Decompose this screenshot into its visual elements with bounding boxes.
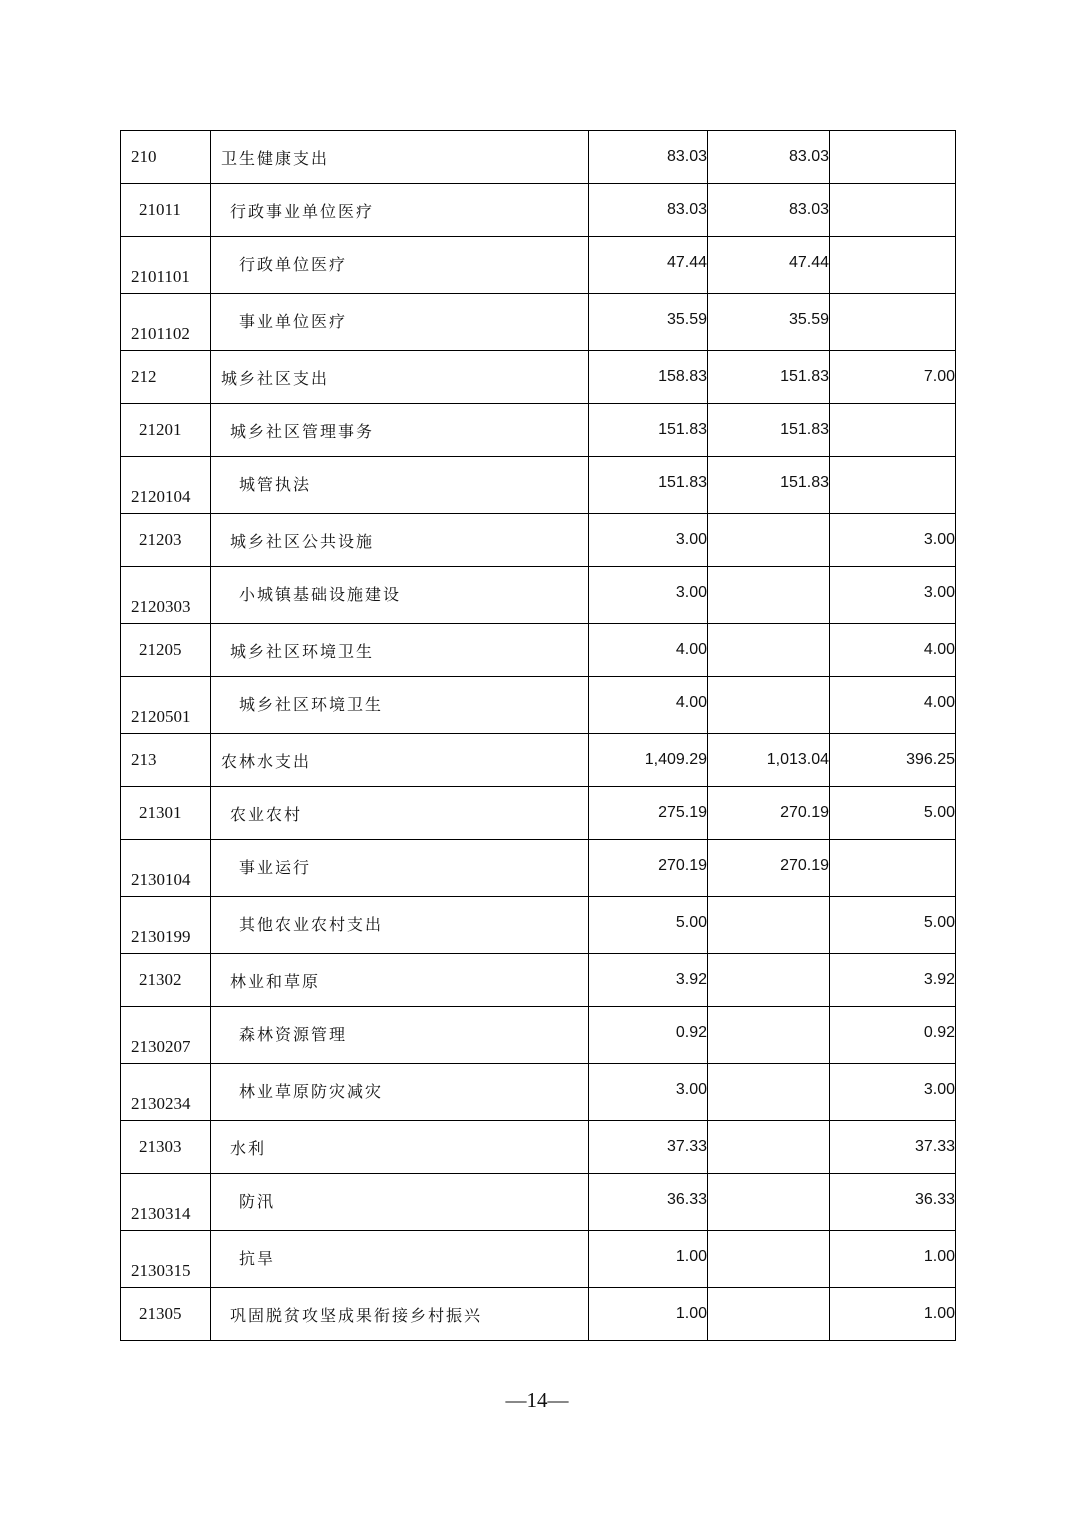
code-cell	[121, 294, 211, 351]
total-amount-text: 4.00	[675, 694, 707, 711]
code-cell	[121, 184, 211, 237]
basic-expenditure-cell	[708, 954, 830, 1007]
name-text: 城乡社区环境卫生	[230, 641, 375, 661]
table-row	[121, 567, 956, 624]
table-row	[121, 457, 956, 514]
project-expenditure-text: 4.00	[923, 641, 955, 658]
project-expenditure-text: 36.33	[914, 1191, 955, 1208]
basic-expenditure-cell	[708, 1007, 830, 1064]
total-amount-text: 275.19	[658, 804, 707, 821]
code-text: 21011	[139, 200, 181, 219]
name-text: 事业单位医疗	[239, 311, 348, 331]
project-expenditure-cell	[830, 351, 956, 404]
total-amount-text: 35.59	[666, 311, 707, 328]
total-amount-text: 3.92	[675, 971, 707, 988]
name-text: 小城镇基础设施建设	[239, 584, 402, 604]
table-row	[121, 1064, 956, 1121]
total-amount-text: 83.03	[666, 201, 707, 218]
project-expenditure-text: 3.00	[923, 531, 955, 548]
code-cell	[121, 1231, 211, 1288]
name-cell	[211, 514, 589, 567]
project-expenditure-cell	[830, 787, 956, 840]
total-amount-cell	[589, 404, 708, 457]
table-row	[121, 237, 956, 294]
name-text: 行政事业单位医疗	[230, 201, 375, 221]
name-cell	[211, 1121, 589, 1174]
total-amount-cell	[589, 457, 708, 514]
name-cell	[211, 897, 589, 954]
basic-expenditure-text: 151.83	[780, 421, 829, 438]
project-expenditure-text: 4.00	[923, 694, 955, 711]
basic-expenditure-cell	[708, 897, 830, 954]
project-expenditure-cell	[830, 567, 956, 624]
name-cell	[211, 677, 589, 734]
project-expenditure-cell	[830, 1174, 956, 1231]
total-amount-cell	[589, 897, 708, 954]
name-text: 农业农村	[230, 804, 303, 824]
project-expenditure-cell	[830, 840, 956, 897]
code-text: 21305	[139, 1304, 182, 1323]
name-cell	[211, 1007, 589, 1064]
budget-table	[120, 130, 956, 1341]
total-amount-cell	[589, 1174, 708, 1231]
project-expenditure-cell	[830, 1121, 956, 1174]
project-expenditure-text: 5.00	[923, 804, 955, 821]
name-text: 城乡社区环境卫生	[239, 694, 384, 714]
project-expenditure-text: 396.25	[906, 751, 955, 768]
code-cell	[121, 787, 211, 840]
name-cell	[211, 1064, 589, 1121]
code-cell	[121, 1174, 211, 1231]
basic-expenditure-cell	[708, 351, 830, 404]
name-text: 林业和草原	[230, 971, 321, 991]
name-text: 卫生健康支出	[221, 148, 330, 168]
basic-expenditure-cell	[708, 624, 830, 677]
project-expenditure-text: 3.00	[923, 584, 955, 601]
name-cell	[211, 840, 589, 897]
basic-expenditure-cell	[708, 131, 830, 184]
total-amount-cell	[589, 1231, 708, 1288]
table-row	[121, 787, 956, 840]
basic-expenditure-cell	[708, 787, 830, 840]
project-expenditure-cell	[830, 734, 956, 787]
total-amount-cell	[589, 237, 708, 294]
table-row	[121, 840, 956, 897]
code-cell	[121, 677, 211, 734]
table-row	[121, 954, 956, 1007]
code-cell	[121, 514, 211, 567]
project-expenditure-cell	[830, 1064, 956, 1121]
total-amount-text: 0.92	[675, 1024, 707, 1041]
name-text: 林业草原防灾减灾	[239, 1081, 384, 1101]
code-cell	[121, 1121, 211, 1174]
basic-expenditure-text: 47.44	[788, 254, 829, 271]
code-text: 21301	[139, 803, 182, 822]
code-text: 2101102	[131, 324, 190, 343]
basic-expenditure-text: 151.83	[780, 474, 829, 491]
basic-expenditure-text: 151.83	[780, 368, 829, 385]
table-row	[121, 1231, 956, 1288]
project-expenditure-cell	[830, 404, 956, 457]
code-text: 210	[131, 147, 157, 166]
total-amount-text: 83.03	[666, 148, 707, 165]
basic-expenditure-text: 270.19	[780, 804, 829, 821]
code-cell	[121, 1288, 211, 1341]
code-text: 2130207	[131, 1037, 191, 1056]
total-amount-cell	[589, 1288, 708, 1341]
project-expenditure-cell	[830, 1231, 956, 1288]
code-text: 2130199	[131, 927, 191, 946]
basic-expenditure-cell	[708, 1174, 830, 1231]
basic-expenditure-cell	[708, 1231, 830, 1288]
total-amount-text: 1,409.29	[644, 751, 707, 768]
code-cell	[121, 1007, 211, 1064]
name-text: 城乡社区管理事务	[230, 421, 375, 441]
code-cell	[121, 840, 211, 897]
total-amount-text: 3.00	[675, 531, 707, 548]
total-amount-cell	[589, 351, 708, 404]
project-expenditure-cell	[830, 954, 956, 1007]
total-amount-cell	[589, 294, 708, 351]
name-text: 森林资源管理	[239, 1024, 348, 1044]
basic-expenditure-cell	[708, 184, 830, 237]
code-text: 21302	[139, 970, 182, 989]
total-amount-cell	[589, 1007, 708, 1064]
basic-expenditure-cell	[708, 237, 830, 294]
table-row	[121, 351, 956, 404]
table-row	[121, 1007, 956, 1064]
total-amount-text: 151.83	[658, 421, 707, 438]
name-text: 行政单位医疗	[239, 254, 348, 274]
code-cell	[121, 351, 211, 404]
total-amount-cell	[589, 840, 708, 897]
total-amount-cell	[589, 131, 708, 184]
table-row	[121, 294, 956, 351]
basic-expenditure-text: 83.03	[788, 201, 829, 218]
basic-expenditure-text: 83.03	[788, 148, 829, 165]
total-amount-cell	[589, 514, 708, 567]
project-expenditure-cell	[830, 677, 956, 734]
code-text: 212	[131, 367, 157, 386]
code-cell	[121, 954, 211, 1007]
name-text: 事业运行	[239, 857, 312, 877]
project-expenditure-cell	[830, 237, 956, 294]
page-number: —14—	[505, 1388, 569, 1412]
code-cell	[121, 897, 211, 954]
code-cell	[121, 404, 211, 457]
total-amount-cell	[589, 1064, 708, 1121]
table-row	[121, 184, 956, 237]
code-text: 2130104	[131, 870, 191, 889]
code-text: 2120501	[131, 707, 191, 726]
basic-expenditure-cell	[708, 567, 830, 624]
table-row	[121, 131, 956, 184]
total-amount-text: 158.83	[658, 368, 707, 385]
table-row	[121, 897, 956, 954]
basic-expenditure-cell	[708, 840, 830, 897]
name-cell	[211, 184, 589, 237]
total-amount-text: 3.00	[675, 584, 707, 601]
code-cell	[121, 1064, 211, 1121]
code-text: 213	[131, 750, 157, 769]
basic-expenditure-text: 35.59	[788, 311, 829, 328]
code-text: 2101101	[131, 267, 190, 286]
project-expenditure-cell	[830, 131, 956, 184]
table-body	[121, 131, 956, 1341]
basic-expenditure-cell	[708, 734, 830, 787]
code-cell	[121, 567, 211, 624]
total-amount-cell	[589, 1121, 708, 1174]
basic-expenditure-cell	[708, 1121, 830, 1174]
code-text: 21205	[139, 640, 182, 659]
total-amount-text: 36.33	[666, 1191, 707, 1208]
code-cell	[121, 734, 211, 787]
total-amount-cell	[589, 787, 708, 840]
code-cell	[121, 457, 211, 514]
basic-expenditure-cell	[708, 294, 830, 351]
name-cell	[211, 457, 589, 514]
project-expenditure-cell	[830, 514, 956, 567]
code-text: 21203	[139, 530, 182, 549]
total-amount-cell	[589, 734, 708, 787]
total-amount-text: 270.19	[658, 857, 707, 874]
project-expenditure-text: 7.00	[923, 368, 955, 385]
basic-expenditure-cell	[708, 1064, 830, 1121]
total-amount-text: 1.00	[675, 1248, 707, 1265]
name-cell	[211, 624, 589, 677]
name-text: 抗旱	[239, 1248, 276, 1268]
code-text: 2130234	[131, 1094, 191, 1113]
table-row	[121, 1174, 956, 1231]
code-cell	[121, 131, 211, 184]
project-expenditure-cell	[830, 1007, 956, 1064]
name-cell	[211, 787, 589, 840]
project-expenditure-cell	[830, 184, 956, 237]
code-text: 21303	[139, 1137, 182, 1156]
table-row	[121, 734, 956, 787]
table-row	[121, 677, 956, 734]
total-amount-text: 3.00	[675, 1081, 707, 1098]
project-expenditure-text: 5.00	[923, 914, 955, 931]
project-expenditure-text: 0.92	[923, 1024, 955, 1041]
name-cell	[211, 1231, 589, 1288]
name-cell	[211, 954, 589, 1007]
name-cell	[211, 237, 589, 294]
name-text: 水利	[230, 1138, 267, 1158]
name-cell	[211, 404, 589, 457]
total-amount-text: 5.00	[675, 914, 707, 931]
project-expenditure-text: 37.33	[914, 1138, 955, 1155]
table-row	[121, 514, 956, 567]
total-amount-cell	[589, 677, 708, 734]
code-text: 2130315	[131, 1261, 191, 1280]
total-amount-cell	[589, 567, 708, 624]
project-expenditure-text: 1.00	[923, 1248, 955, 1265]
total-amount-text: 1.00	[675, 1305, 707, 1322]
name-cell	[211, 567, 589, 624]
code-text: 2120104	[131, 487, 191, 506]
table-row	[121, 404, 956, 457]
code-text: 2120303	[131, 597, 191, 616]
total-amount-text: 151.83	[658, 474, 707, 491]
name-text: 城乡社区公共设施	[230, 531, 375, 551]
project-expenditure-text: 3.92	[923, 971, 955, 988]
name-text: 城乡社区支出	[221, 368, 330, 388]
basic-expenditure-text: 1,013.04	[766, 751, 829, 768]
basic-expenditure-cell	[708, 677, 830, 734]
project-expenditure-cell	[830, 294, 956, 351]
name-cell	[211, 1174, 589, 1231]
name-cell	[211, 734, 589, 787]
total-amount-text: 37.33	[666, 1138, 707, 1155]
code-cell	[121, 237, 211, 294]
name-cell	[211, 1288, 589, 1341]
name-cell	[211, 351, 589, 404]
total-amount-text: 47.44	[666, 254, 707, 271]
code-text: 2130314	[131, 1204, 191, 1223]
project-expenditure-text: 1.00	[923, 1305, 955, 1322]
basic-expenditure-cell	[708, 404, 830, 457]
table-row	[121, 1121, 956, 1174]
total-amount-cell	[589, 624, 708, 677]
name-text: 城管执法	[239, 474, 312, 494]
total-amount-text: 4.00	[675, 641, 707, 658]
total-amount-cell	[589, 954, 708, 1007]
project-expenditure-cell	[830, 897, 956, 954]
code-text: 21201	[139, 420, 182, 439]
project-expenditure-cell	[830, 624, 956, 677]
basic-expenditure-cell	[708, 1288, 830, 1341]
name-text: 其他农业农村支出	[239, 914, 384, 934]
name-text: 防汛	[239, 1191, 276, 1211]
project-expenditure-cell	[830, 457, 956, 514]
table-row	[121, 1288, 956, 1341]
name-text: 农林水支出	[221, 751, 312, 771]
table-row	[121, 624, 956, 677]
project-expenditure-cell	[830, 1288, 956, 1341]
total-amount-cell	[589, 184, 708, 237]
name-cell	[211, 294, 589, 351]
project-expenditure-text: 3.00	[923, 1081, 955, 1098]
basic-expenditure-cell	[708, 514, 830, 567]
code-cell	[121, 624, 211, 677]
basic-expenditure-cell	[708, 457, 830, 514]
name-cell	[211, 131, 589, 184]
basic-expenditure-text: 270.19	[780, 857, 829, 874]
name-text: 巩固脱贫攻坚成果衔接乡村振兴	[230, 1305, 483, 1325]
